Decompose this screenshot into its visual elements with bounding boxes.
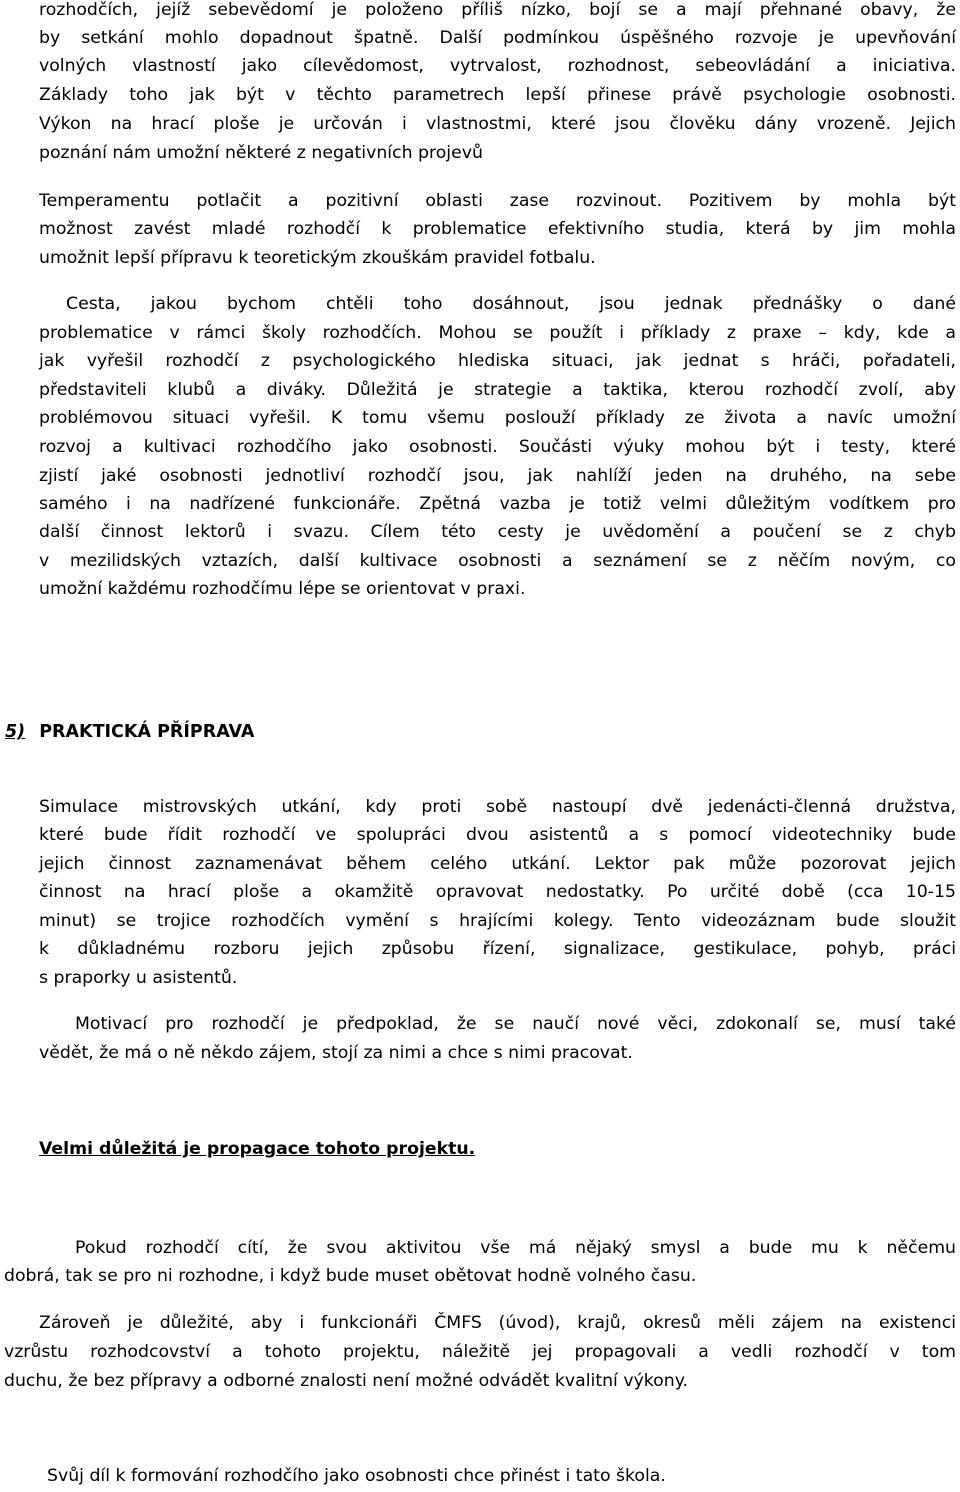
text-line: jak vyřešil rozhodčí z psychologického hlediska situaci, jak jednat s hráči, pořadateli,: [39, 351, 956, 371]
text-line: rozvoj a kultivaci rozhodčího jako osobnosti. Součásti výuky mohou být i testy, které: [39, 437, 956, 457]
emphasis-text: Velmi důležitá je propagace tohoto projektu.: [39, 1139, 476, 1159]
text-line: Simulace mistrovských utkání, kdy proti sobě nastoupí dvě jedenácti-členná družstva,: [39, 797, 956, 817]
text-line: dobrá, tak se pro ni rozhodne, i když bude muset obětovat hodně volného času.: [4, 1266, 697, 1286]
text-line: zjistí jaké osobnosti jednotliví rozhodčí jsou, jak nahlíží jeden na druhého, na sebe: [39, 466, 956, 486]
text-line: umožnit lepší přípravu k teoretickým zkouškám pravidel fotbalu.: [39, 248, 596, 268]
text-line: samého i na nadřízené funkcionáře. Zpětná vazba je totiž velmi důležitým vodítkem pro: [39, 494, 956, 514]
section-title: PRAKTICKÁ PŘÍPRAVA: [39, 722, 255, 742]
text-line: by setkání mohlo dopadnout špatně. Další podmínkou úspěšného rozvoje je upevňování: [39, 28, 956, 48]
text-line: Temperamentu potlačit a pozitivní oblasti zase rozvinout. Pozitivem by mohla být: [39, 191, 956, 211]
text-line: vědět, že má o ně někdo zájem, stojí za nimi a chce s nimi pracovat.: [39, 1043, 633, 1063]
text-line: umožní každému rozhodčímu lépe se orientovat v praxi.: [39, 579, 526, 599]
text-line: Zároveň je důležité, aby i funkcionáři ČMFS (úvod), krajů, okresů měli zájem na existenci: [39, 1313, 956, 1333]
text-line: Motivací pro rozhodčí je předpoklad, že se naučí nové věci, zdokonalí se, musí také: [75, 1014, 956, 1034]
text-line: další činnost lektorů i svazu. Cílem této cesty je uvědomění a poučení se z chyb: [39, 522, 956, 542]
text-line: minut) se trojice rozhodčích vymění s hrajícími kolegy. Tento videozáznam bude sloužit: [39, 911, 956, 931]
text-line: jejich činnost zaznamenávat během celého utkání. Lektor pak může pozorovat jejich: [39, 854, 956, 874]
text-line: které bude řídit rozhodčí ve spolupráci dvou asistentů a s pomocí videotechniky bude: [39, 825, 956, 845]
section-number: 5): [5, 722, 26, 742]
text-line: s praporky u asistentů.: [39, 968, 238, 988]
text-line: představiteli klubů a diváky. Důležitá je strategie a taktika, kterou rozhodčí zvolí, aby: [39, 380, 956, 400]
text-line: možnost zavést mladé rozhodčí k problematice efektivního studia, která by jim mohla: [39, 219, 956, 239]
text-line: volných vlastností jako cílevědomost, vytrvalost, rozhodnost, sebeovládání a iniciativa.: [39, 56, 956, 76]
text-line: činnost na hrací ploše a okamžitě opravovat nedostatky. Po určité době (cca 10-15: [39, 882, 956, 902]
section-heading: [5, 722, 922, 744]
closing-text: Svůj díl k formování rozhodčího jako osobnosti chce přinést i tato škola.: [47, 1466, 666, 1486]
text-line: Pokud rozhodčí cítí, že svou aktivitou vše má nějaký smysl a bude mu k něčemu: [75, 1238, 956, 1258]
text-line: rozhodčích, jejíž sebevědomí je položeno příliš nízko, bojí se a mají přehnané obavy, že: [39, 0, 956, 20]
text-line: vzrůstu rozhodcovství a tohoto projektu, náležitě jej propagovali a vedli rozhodčí v tom: [4, 1342, 956, 1362]
text-line: problémovou situaci vyřešil. K tomu všemu poslouží příklady ze života a navíc umožní: [39, 408, 956, 428]
text-line: Výkon na hrací ploše je určován i vlastnostmi, které jsou člověku dány vrozeně. Jejich: [39, 114, 956, 134]
text-line: Základy toho jak být v těchto parametrech lepší přinese právě psychologie osobnosti.: [39, 85, 956, 105]
text-line: poznání nám umožní některé z negativních projevů: [39, 143, 483, 163]
text-line: duchu, že bez přípravy a odborné znalosti není možné odvádět kvalitní výkony.: [4, 1371, 688, 1391]
text-line: k důkladnému rozboru jejich způsobu řízení, signalizace, gestikulace, pohyb, práci: [39, 939, 956, 959]
text-line: v mezilidských vztazích, další kultivace osobnosti a seznámení se z něčím novým, co: [39, 551, 956, 571]
text-line: Cesta, jakou bychom chtěli toho dosáhnout, jsou jednak přednášky o dané: [66, 294, 956, 314]
text-line: problematice v rámci školy rozhodčích. Mohou se použít i příklady z praxe – kdy, kde a: [39, 323, 956, 343]
